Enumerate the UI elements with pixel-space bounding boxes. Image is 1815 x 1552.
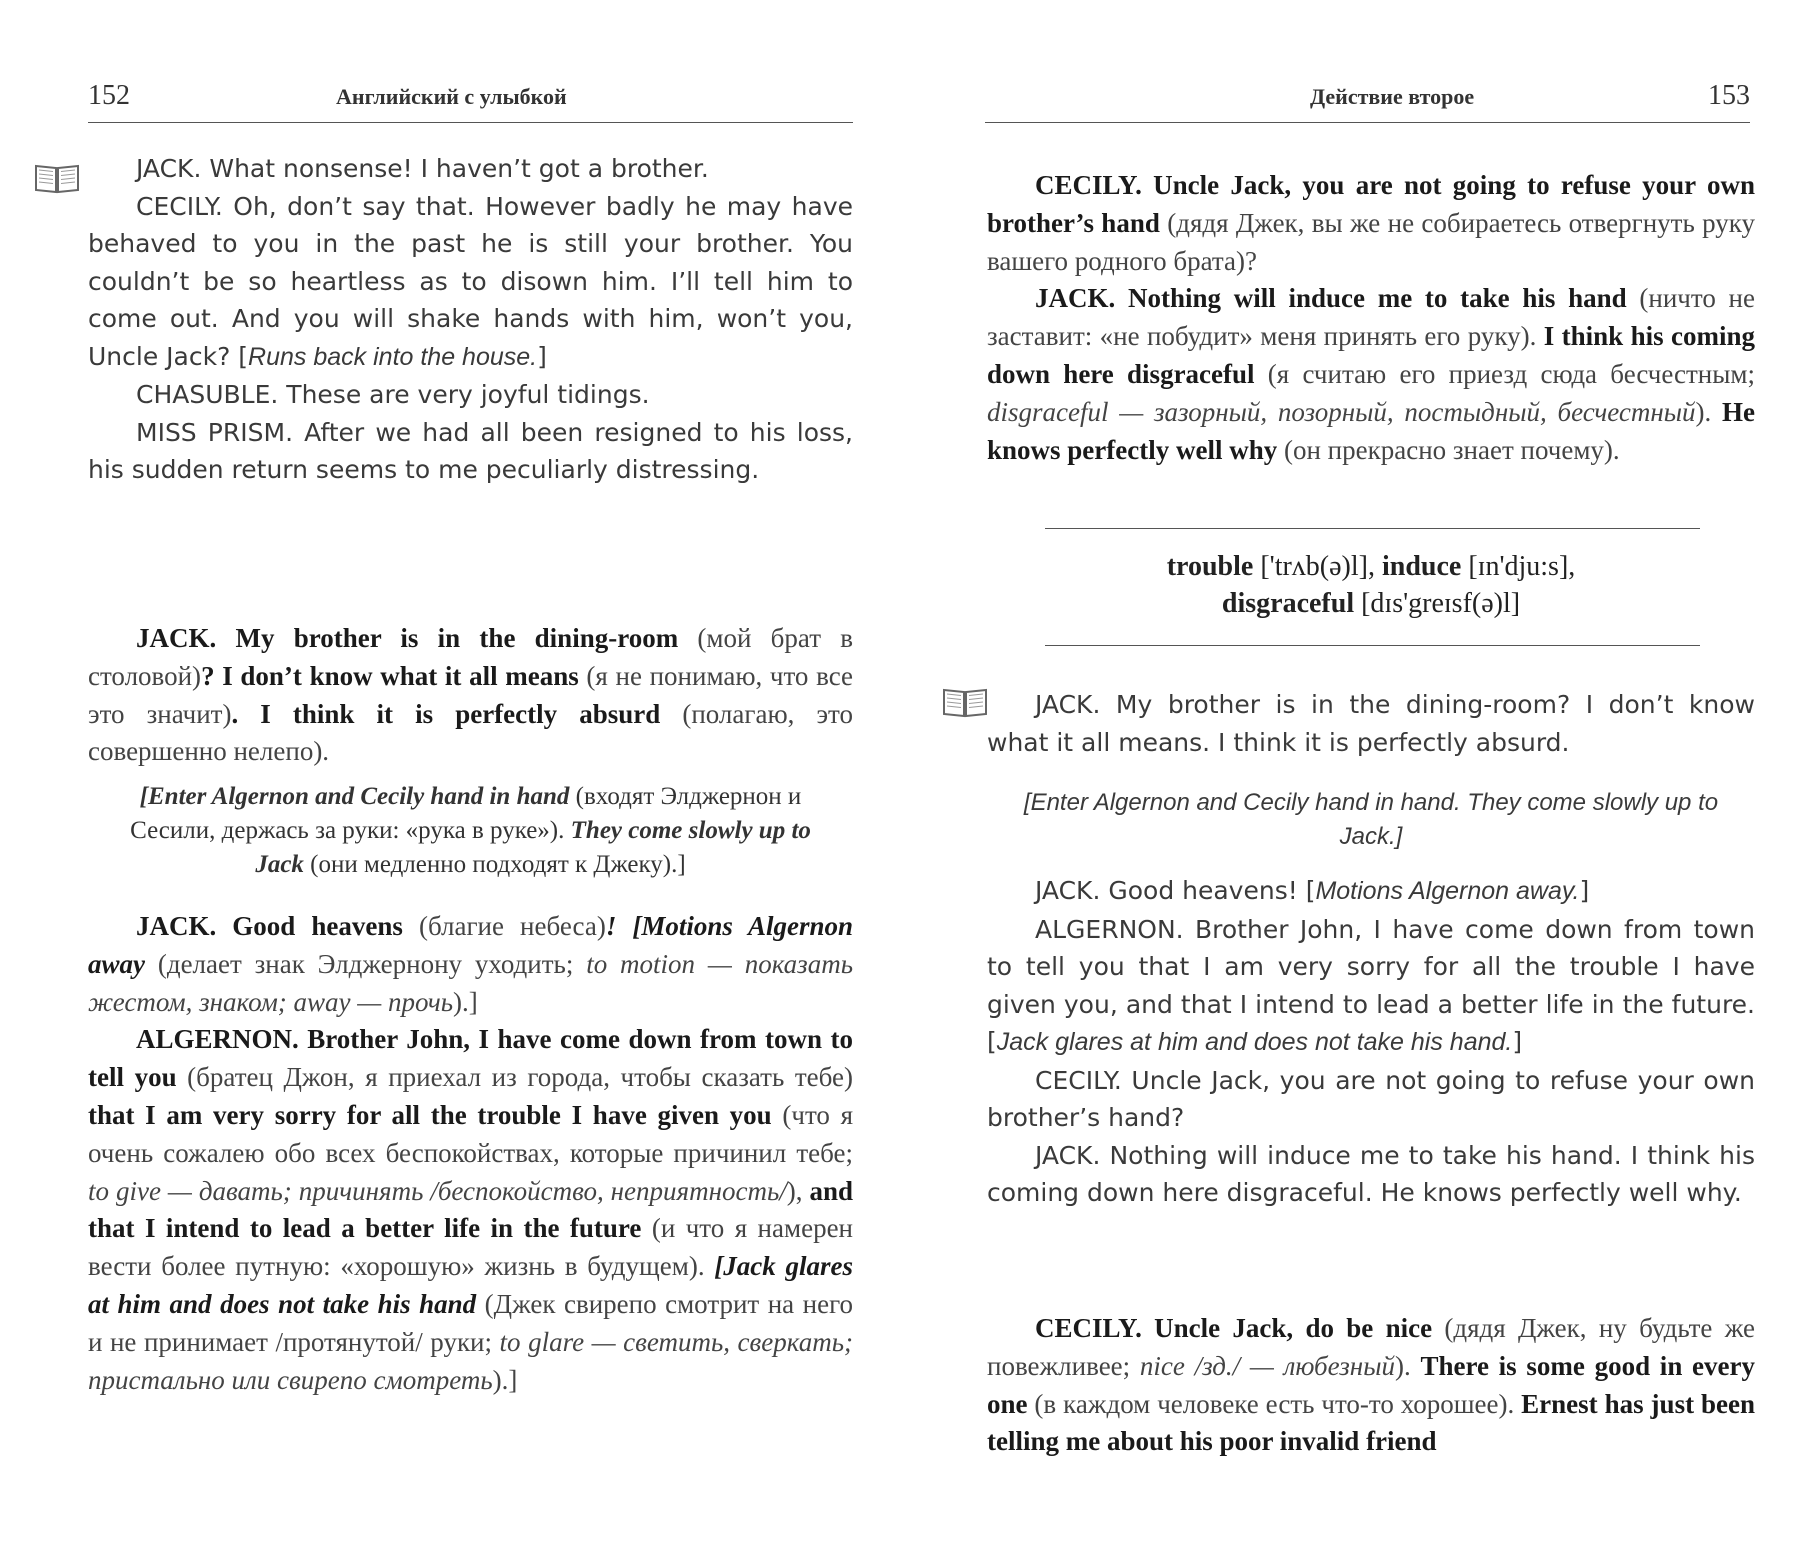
running-header bbox=[88, 78, 853, 123]
open-book-icon bbox=[942, 686, 988, 718]
line-text: Nothing will induce me to take his hand. I think his coming down here disgraceful. He knows perfectly well why. bbox=[987, 1140, 1755, 1207]
dialogue-line bbox=[88, 414, 853, 489]
dialogue-line bbox=[987, 872, 1755, 911]
line-text: My brother is in the dining-room? I don’t know what it all means. I think it is perfectly absurd. bbox=[987, 690, 1755, 757]
annotated-paragraph: CECILY. Uncle Jack, you are not going to refuse your own brother’s hand (дядя Джек, вы же не собираетесь отвергнуть руку вашего родного брата)? JACK. Nothing will induce me to take his hand (ничто не заставит: «не побудит» меня принять его руку). I think his coming down here disgraceful (я считаю его приезд сюда бесчестным; disgraceful — зазорный, позорный, постыдный, бесчестный). He knows perfectly well why (он прекрасно знает почему). bbox=[987, 170, 1755, 465]
running-header bbox=[985, 78, 1750, 123]
open-book-icon bbox=[34, 162, 80, 194]
stage-note: Jack glares at him and does not take his hand. bbox=[996, 1028, 1513, 1056]
line-text: What nonsense! I haven’t got a brother. bbox=[201, 154, 709, 183]
speaker: ALGERNON. bbox=[1035, 914, 1184, 944]
divider bbox=[1045, 528, 1700, 529]
dialogue-line bbox=[88, 150, 853, 188]
dialogue-line bbox=[987, 1137, 1755, 1212]
line-text: ] bbox=[1579, 876, 1590, 905]
stage-direction: [Enter Algernon and Cecily hand in hand. They come slowly up to Jack.] bbox=[1023, 789, 1719, 850]
dialogue-line bbox=[987, 911, 1755, 1062]
speaker: CHASUBLE. bbox=[136, 380, 279, 409]
speaker: CECILY. bbox=[136, 191, 223, 221]
line-text: Brother John, I have come down from town to tell you that I am very sorry for all the trouble I have given you, and that I intend to lead a better life in the future. [ bbox=[987, 914, 1755, 1056]
left-page bbox=[0, 0, 900, 1552]
annotated-paragraph: JACK. My brother is in the dining-room (мой брат в столовой)? I don’t know what it all means (я не понимаю, что все это значит). I think it is perfectly absurd (полагаю, это совершенно нелепо). bbox=[88, 623, 853, 767]
dialogue-line bbox=[88, 376, 853, 414]
english-text-block bbox=[987, 872, 1755, 1212]
speaker: MISS PRISM. bbox=[136, 417, 294, 447]
speaker: JACK. bbox=[1035, 690, 1101, 719]
divider bbox=[1045, 645, 1700, 646]
line-text: Good heavens! [ bbox=[1100, 876, 1316, 905]
english-text-block bbox=[88, 150, 853, 489]
dialogue-line bbox=[987, 1062, 1755, 1137]
header-title: Действие второе bbox=[1310, 84, 1475, 109]
header-title: Английский с улыбкой bbox=[336, 84, 567, 109]
right-page bbox=[900, 0, 1815, 1552]
line-text: These are very joyful tidings. bbox=[278, 380, 650, 409]
annotated-paragraph: JACK. Good heavens (благие небеса)! [Motions Algernon away (делает знак Элджернону уходить; to motion — показать жестом, знаком; away — прочь).] ALGERNON. Brother John, I have come down from town to tell you (братец Джон, я приехал из города, чтобы сказать тебе) that I am very sorry for all the trouble I have given you (что я очень сожалею обо всех беспокойствах, которые причинил тебе; to give — давать; причинять /беспокойство, неприятность/), and that I intend to lead a better life in the future (и что я намерен вести более путную: «хорошую» жизнь в будущем). [Jack glares at him and does not take his hand (Джек свирепо смотрит на него и не принимает /протянутой/ руки; to glare — светить, сверкать; пристально или свирепо смотреть).] bbox=[88, 911, 854, 1395]
speaker: CECILY. bbox=[1035, 1065, 1122, 1095]
line-text: After we had all been resigned to his loss, his sudden return seems to me peculiarly distressing. bbox=[88, 417, 853, 484]
english-text-block bbox=[987, 686, 1755, 761]
speaker: JACK. bbox=[1035, 1140, 1101, 1170]
stage-note: Runs back into the house. bbox=[248, 342, 538, 371]
annotated-paragraph: CECILY. Uncle Jack, do be nice (дядя Джек, ну будьте же повежливее; nice /зд./ — любезный). There is some good in every one (в каждом человеке есть что-то хорошее). Ernest has just been telling me about his poor invalid friend bbox=[987, 1313, 1755, 1457]
line-text: Oh, don’t say that. However badly he may have behaved to you in the past he is still your brother. You couldn’t be so heartless as to disown him. I’ll tell him to come out. And you will shake hands with him, won’t you, Uncle Jack? [ bbox=[88, 191, 853, 371]
speaker: JACK. bbox=[136, 154, 202, 183]
line-text: ] bbox=[537, 341, 547, 371]
stage-direction-annotated: [Enter Algernon and Cecily hand in hand (входят Элджернон и Сесили, держась за руки: «рука в руке»). They come slowly up to Jack (они медленно подходят к Джеку).] bbox=[130, 783, 811, 878]
pronunciation-box: trouble ['trʌb(ə)l], induce [ɪn'dju:s], disgraceful [dɪs'greɪsf(ə)l] bbox=[1166, 551, 1576, 619]
page-number: 152 bbox=[88, 80, 130, 111]
line-text: ] bbox=[1512, 1027, 1523, 1056]
stage-note: Motions Algernon away. bbox=[1315, 877, 1580, 905]
page-number: 153 bbox=[1708, 80, 1750, 111]
speaker: JACK. bbox=[1035, 876, 1101, 905]
dialogue-line bbox=[987, 686, 1755, 761]
dialogue-line bbox=[88, 188, 853, 377]
line-text: Uncle Jack, you are not going to refuse your own brother’s hand? bbox=[987, 1065, 1755, 1132]
